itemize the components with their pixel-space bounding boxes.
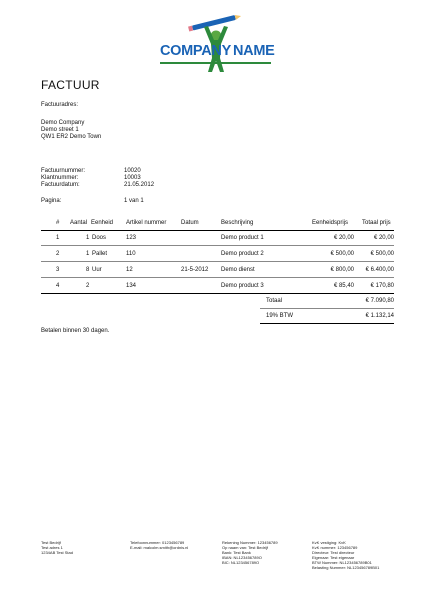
table-bottom-rule [41, 293, 394, 294]
vat-label: 19% BTW [266, 313, 294, 319]
cell-nr: 3 [56, 267, 60, 273]
footer-line: BIC: NL123456789O [222, 560, 260, 565]
footer-bank-column [222, 540, 278, 565]
cell-qty: 2 [86, 283, 90, 289]
logo-text-name: NAME [233, 43, 275, 59]
footer-line: Test adres 1 [41, 545, 63, 550]
row-divider [41, 245, 394, 246]
cell-nr: 4 [56, 283, 60, 289]
vat-value: € 1.132,14 [365, 313, 394, 319]
col-header-unit-price: Eenheidsprijs [312, 220, 349, 226]
cell-article: 134 [126, 283, 137, 289]
footer-line: Bank: Test Bank [222, 550, 251, 555]
footer-line: Test Bedrijf [41, 540, 61, 545]
footer-line: 1234AB Test Stad [41, 550, 73, 555]
page-value: 1 van 1 [124, 198, 144, 204]
cell-qty: 1 [86, 251, 90, 257]
col-header-date: Datum [181, 220, 199, 226]
cell-unit-price: € 800,00 [330, 267, 354, 273]
cell-unit: Uur [92, 267, 102, 273]
footer-line: Rekening Nummer: 123456789 [222, 540, 278, 545]
col-header-qty: Aantal [70, 220, 88, 226]
totals-divider [260, 308, 394, 309]
logo-underline [160, 62, 271, 64]
footer-line: Telefoonnummer: 0123456789 [130, 540, 185, 545]
logo-text-company: COMPANY [160, 43, 231, 59]
cell-description: Demo dienst [221, 267, 255, 273]
footer-line: KvK vestiging: KvK [312, 540, 346, 545]
page-label: Pagina: [41, 198, 62, 204]
payment-terms: Betalen binnen 30 dagen. [41, 328, 110, 334]
invoice-number-label: Factuurnummer: [41, 168, 86, 174]
invoice-number: 10020 [124, 168, 141, 174]
billing-line: Demo Company [41, 120, 85, 126]
cell-unit-price: € 20,00 [333, 235, 354, 241]
total-label: Totaal [266, 298, 283, 304]
footer-line: Directeur: Test directeur [312, 550, 355, 555]
footer-line: KvK nummer: 123456789 [312, 545, 358, 550]
cell-qty: 8 [86, 267, 90, 273]
col-header-description: Beschrijving [221, 220, 254, 226]
footer-contact-column [130, 540, 188, 550]
footer-line: IBAN: NL123456789O [222, 555, 262, 560]
cell-article: 123 [126, 235, 137, 241]
cell-total: € 6.400,00 [365, 267, 394, 273]
invoice-date-label: Factuurdatum: [41, 182, 80, 188]
cell-nr: 1 [56, 235, 60, 241]
total-value: € 7.090,80 [365, 298, 394, 304]
customer-number: 10003 [124, 175, 141, 181]
footer-line: BTW Nummer: NL123456789B01 [312, 560, 372, 565]
footer-line: E-mail: malcolm.smith@ordnis.nl [130, 545, 189, 550]
totals-bottom-rule [260, 323, 394, 324]
cell-total: € 500,00 [370, 251, 394, 257]
cell-description: Demo product 3 [221, 283, 264, 289]
cell-unit: Doos [92, 235, 107, 241]
cell-unit-price: € 85,40 [333, 283, 354, 289]
footer-registration-column [312, 540, 379, 570]
cell-unit-price: € 500,00 [330, 251, 354, 257]
billing-line: Demo street 1 [41, 127, 79, 133]
footer-line: Eigenaar: Test eigenaar [312, 555, 355, 560]
row-divider [41, 277, 394, 278]
cell-total: € 170,80 [370, 283, 394, 289]
company-logo [158, 14, 273, 76]
row-divider [41, 261, 394, 262]
footer-line: Op naam van: Test Bedrijf [222, 545, 268, 550]
footer-company-column [41, 540, 73, 555]
cell-total: € 20,00 [373, 235, 394, 241]
customer-number-label: Klantnummer: [41, 175, 79, 181]
invoice-date: 21.05.2012 [124, 182, 155, 188]
cell-unit: Pallet [92, 251, 108, 257]
cell-nr: 2 [56, 251, 60, 257]
col-header-unit: Eenheid [91, 220, 114, 226]
cell-description: Demo product 2 [221, 251, 264, 257]
cell-date: 21-5-2012 [181, 267, 209, 273]
col-header-nr: # [56, 220, 60, 226]
cell-qty: 1 [86, 235, 90, 241]
col-header-total: Totaal prijs [362, 220, 391, 226]
table-header-rule [41, 230, 394, 231]
billing-label: Factuuradres: [41, 102, 79, 108]
cell-article: 110 [126, 251, 136, 257]
col-header-article: Artikel nummer [126, 220, 167, 226]
footer-line: Belasting Nummer: NL123456789B01 [312, 565, 380, 570]
billing-line: QW1 ER2 Demo Town [41, 134, 102, 140]
cell-article: 12 [126, 267, 133, 273]
cell-description: Demo product 1 [221, 235, 264, 241]
document-title: FACTUUR [41, 78, 100, 92]
